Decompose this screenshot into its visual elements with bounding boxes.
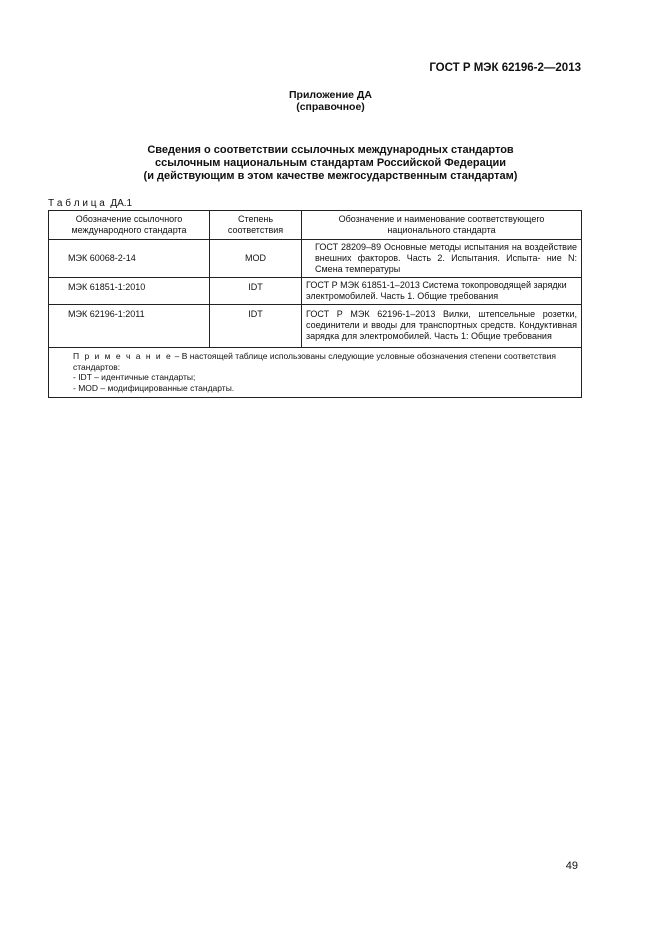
note-item: - IDT – идентичные стандарты;: [73, 372, 196, 382]
cell-national-standard: ГОСТ Р МЭК 62196-1–2013 Вилки, штепсельные розетки, соединители и вводы для транспортных средств. Кондуктивная зарядка для электромобилей. Часть 1: Общие требования: [302, 305, 582, 348]
table-header-row: [49, 211, 582, 240]
header-national-standard: [302, 211, 582, 240]
page-number: 49: [565, 860, 578, 872]
table-row: [49, 305, 582, 348]
note-label: П р и м е ч а н и е: [73, 351, 173, 361]
table-row: [49, 278, 582, 305]
cell-intl-standard: МЭК 62196-1:2011: [49, 305, 210, 348]
cell-degree: IDT: [210, 278, 302, 305]
table-note-row: [49, 348, 582, 398]
table-row: [49, 240, 582, 278]
appendix-title: Приложение ДА: [289, 89, 372, 101]
note-text: [53, 351, 577, 372]
section-title-line: (и действующим в этом качестве межгосударственным стандартам): [143, 170, 518, 182]
cell-intl-standard: МЭК 60068-2-14: [49, 240, 210, 278]
appendix-subtitle: (справочное): [296, 101, 365, 113]
note-body: – В настоящей таблице использованы следующие условные обозначения степени соответствия стандартов:: [73, 351, 556, 372]
section-title-line: Сведения о соответствии ссылочных международных стандартов: [147, 144, 514, 156]
section-title: [0, 144, 661, 183]
header-text: соответствия: [227, 225, 284, 235]
cell-degree: IDT: [210, 305, 302, 348]
header-text: Обозначение ссылочного: [75, 214, 183, 224]
header-text: Обозначение и наименование соответствующего: [338, 214, 545, 224]
header-intl-standard: [49, 211, 210, 240]
cell-degree: MOD: [210, 240, 302, 278]
table-note: [49, 348, 582, 398]
header-text: Степень: [237, 214, 274, 224]
header-text: национального стандарта: [387, 225, 496, 235]
header-degree: [210, 211, 302, 240]
note-item: - MOD – модифицированные стандарты.: [73, 382, 235, 393]
table-caption: Т а б л и ц а ДА.1: [48, 198, 133, 209]
appendix-heading: [0, 89, 661, 113]
header-text: международного стандарта: [71, 225, 187, 235]
section-title-line: ссылочным национальным стандартам Российской Федерации: [154, 157, 507, 169]
cell-intl-standard: МЭК 61851-1:2010: [49, 278, 210, 305]
correspondence-table: [48, 210, 582, 398]
cell-national-standard: ГОСТ 28209–89 Основные методы испытания на воздействие внешних факторов. Часть 2. Испытания. Испыта- ние N: Смена температуры: [302, 240, 582, 278]
cell-national-standard: ГОСТ Р МЭК 61851-1–2013 Система токопроводящей зарядки электромобилей. Часть 1. Общие требования: [302, 278, 582, 305]
document-code: ГОСТ Р МЭК 62196-2—2013: [429, 62, 581, 74]
